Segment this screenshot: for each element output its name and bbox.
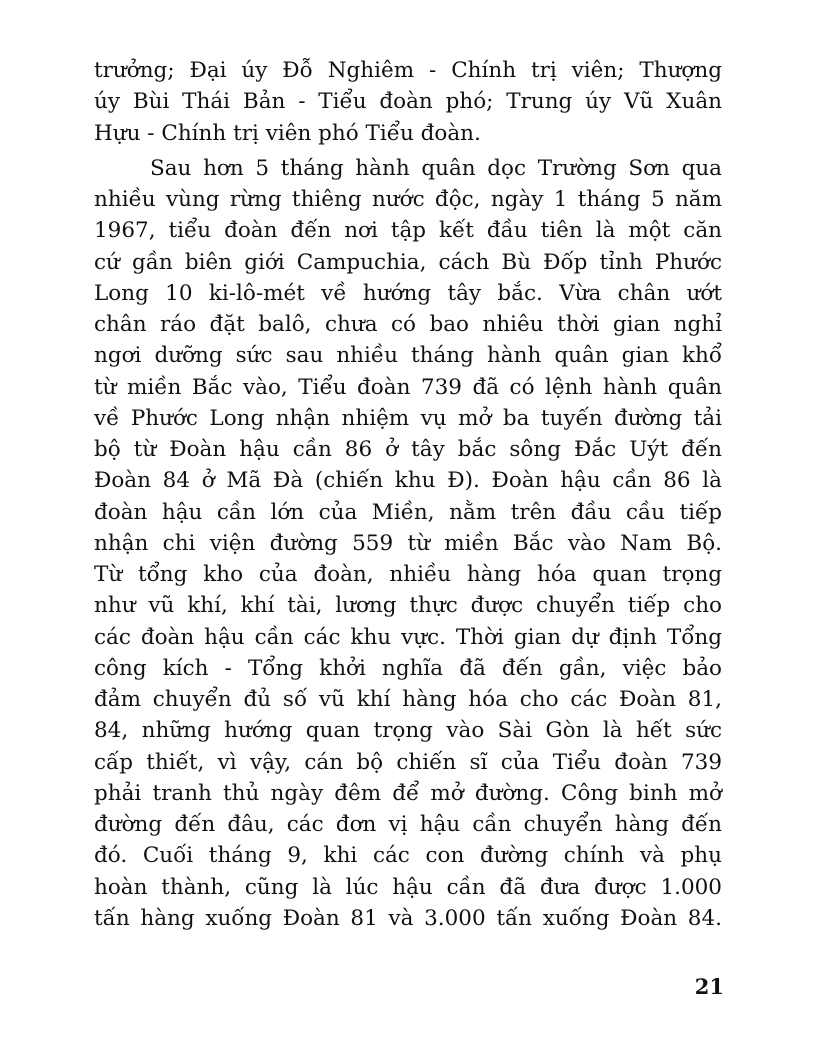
text-line: tấn hàng xuống Đoàn 81 và 3.000 tấn xuống Đoàn 84. — [94, 905, 722, 931]
page-body — [94, 55, 722, 934]
text-line: đoàn hậu cần lớn của Miền, nằm trên đầu cầu tiếp — [94, 499, 722, 525]
text-line: nhận chi viện đường 559 từ miền Bắc vào Nam Bộ. — [94, 530, 722, 556]
text-line: các đoàn hậu cần các khu vực. Thời gian dự định Tổng — [94, 624, 722, 650]
text-line: nhiều vùng rừng thiêng nước độc, ngày 1 tháng 5 năm — [94, 187, 722, 212]
text-line: trưởng; Đại úy Đỗ Nghiêm - Chính trị viên; Thượng — [94, 58, 722, 83]
text-line: đường đến đâu, các đơn vị hậu cần chuyển hàng đến — [94, 812, 722, 837]
paragraph-2 — [94, 153, 722, 934]
text-line: Từ tổng kho của đoàn, nhiều hàng hóa quan trọng — [94, 562, 722, 587]
text-line: ngơi dưỡng sức sau nhiều tháng hành quân gian khổ — [94, 343, 722, 369]
text-line: Hựu - Chính trị viên phó Tiểu đoàn. — [94, 120, 481, 146]
text-line: đảm chuyển đủ số vũ khí hàng hóa cho các Đoàn 81, — [94, 687, 722, 712]
text-line: bộ từ Đoàn hậu cần 86 ở tây bắc sông Đắc Uýt đến — [94, 437, 722, 462]
text-line: phải tranh thủ ngày đêm để mở đường. Công binh mở — [94, 780, 722, 806]
text-line: chân ráo đặt balô, chưa có bao nhiêu thời gian nghỉ — [94, 312, 722, 337]
text-line: công kích - Tổng khởi nghĩa đã đến gần, việc bảo — [94, 655, 722, 681]
text-line: đó. Cuối tháng 9, khi các con đường chính và phụ — [94, 843, 722, 869]
text-line: về Phước Long nhận nhiệm vụ mở ba tuyến đường tải — [94, 405, 722, 431]
text-line: 84, những hướng quan trọng vào Sài Gòn là hết sức — [94, 718, 722, 744]
text-line: như vũ khí, khí tài, lương thực được chuyển tiếp cho — [94, 593, 722, 619]
text-line: cấp thiết, vì vậy, cán bộ chiến sĩ của Tiểu đoàn 739 — [94, 749, 722, 775]
text-line: hoàn thành, cũng là lúc hậu cần đã đưa được 1.000 — [94, 874, 722, 900]
text-line: úy Bùi Thái Bản - Tiểu đoàn phó; Trung úy Vũ Xuân — [94, 89, 722, 115]
text-line: Sau hơn 5 tháng hành quân dọc Trường Sơn qua — [150, 155, 722, 181]
text-line: cứ gần biên giới Campuchia, cách Bù Đốp tỉnh Phước — [94, 249, 722, 275]
text-line: Long 10 ki-lô-mét về hướng tây bắc. Vừa chân ướt — [94, 280, 722, 306]
page-number: 21 — [694, 974, 724, 999]
text-line: 1967, tiểu đoàn đến nơi tập kết đầu tiên là một căn — [94, 218, 722, 244]
text-line: từ miền Bắc vào, Tiểu đoàn 739 đã có lệnh hành quân — [94, 374, 722, 400]
text-line: Đoàn 84 ở Mã Đà (chiến khu Đ). Đoàn hậu cần 86 là — [94, 468, 722, 494]
paragraph-1 — [94, 55, 722, 149]
